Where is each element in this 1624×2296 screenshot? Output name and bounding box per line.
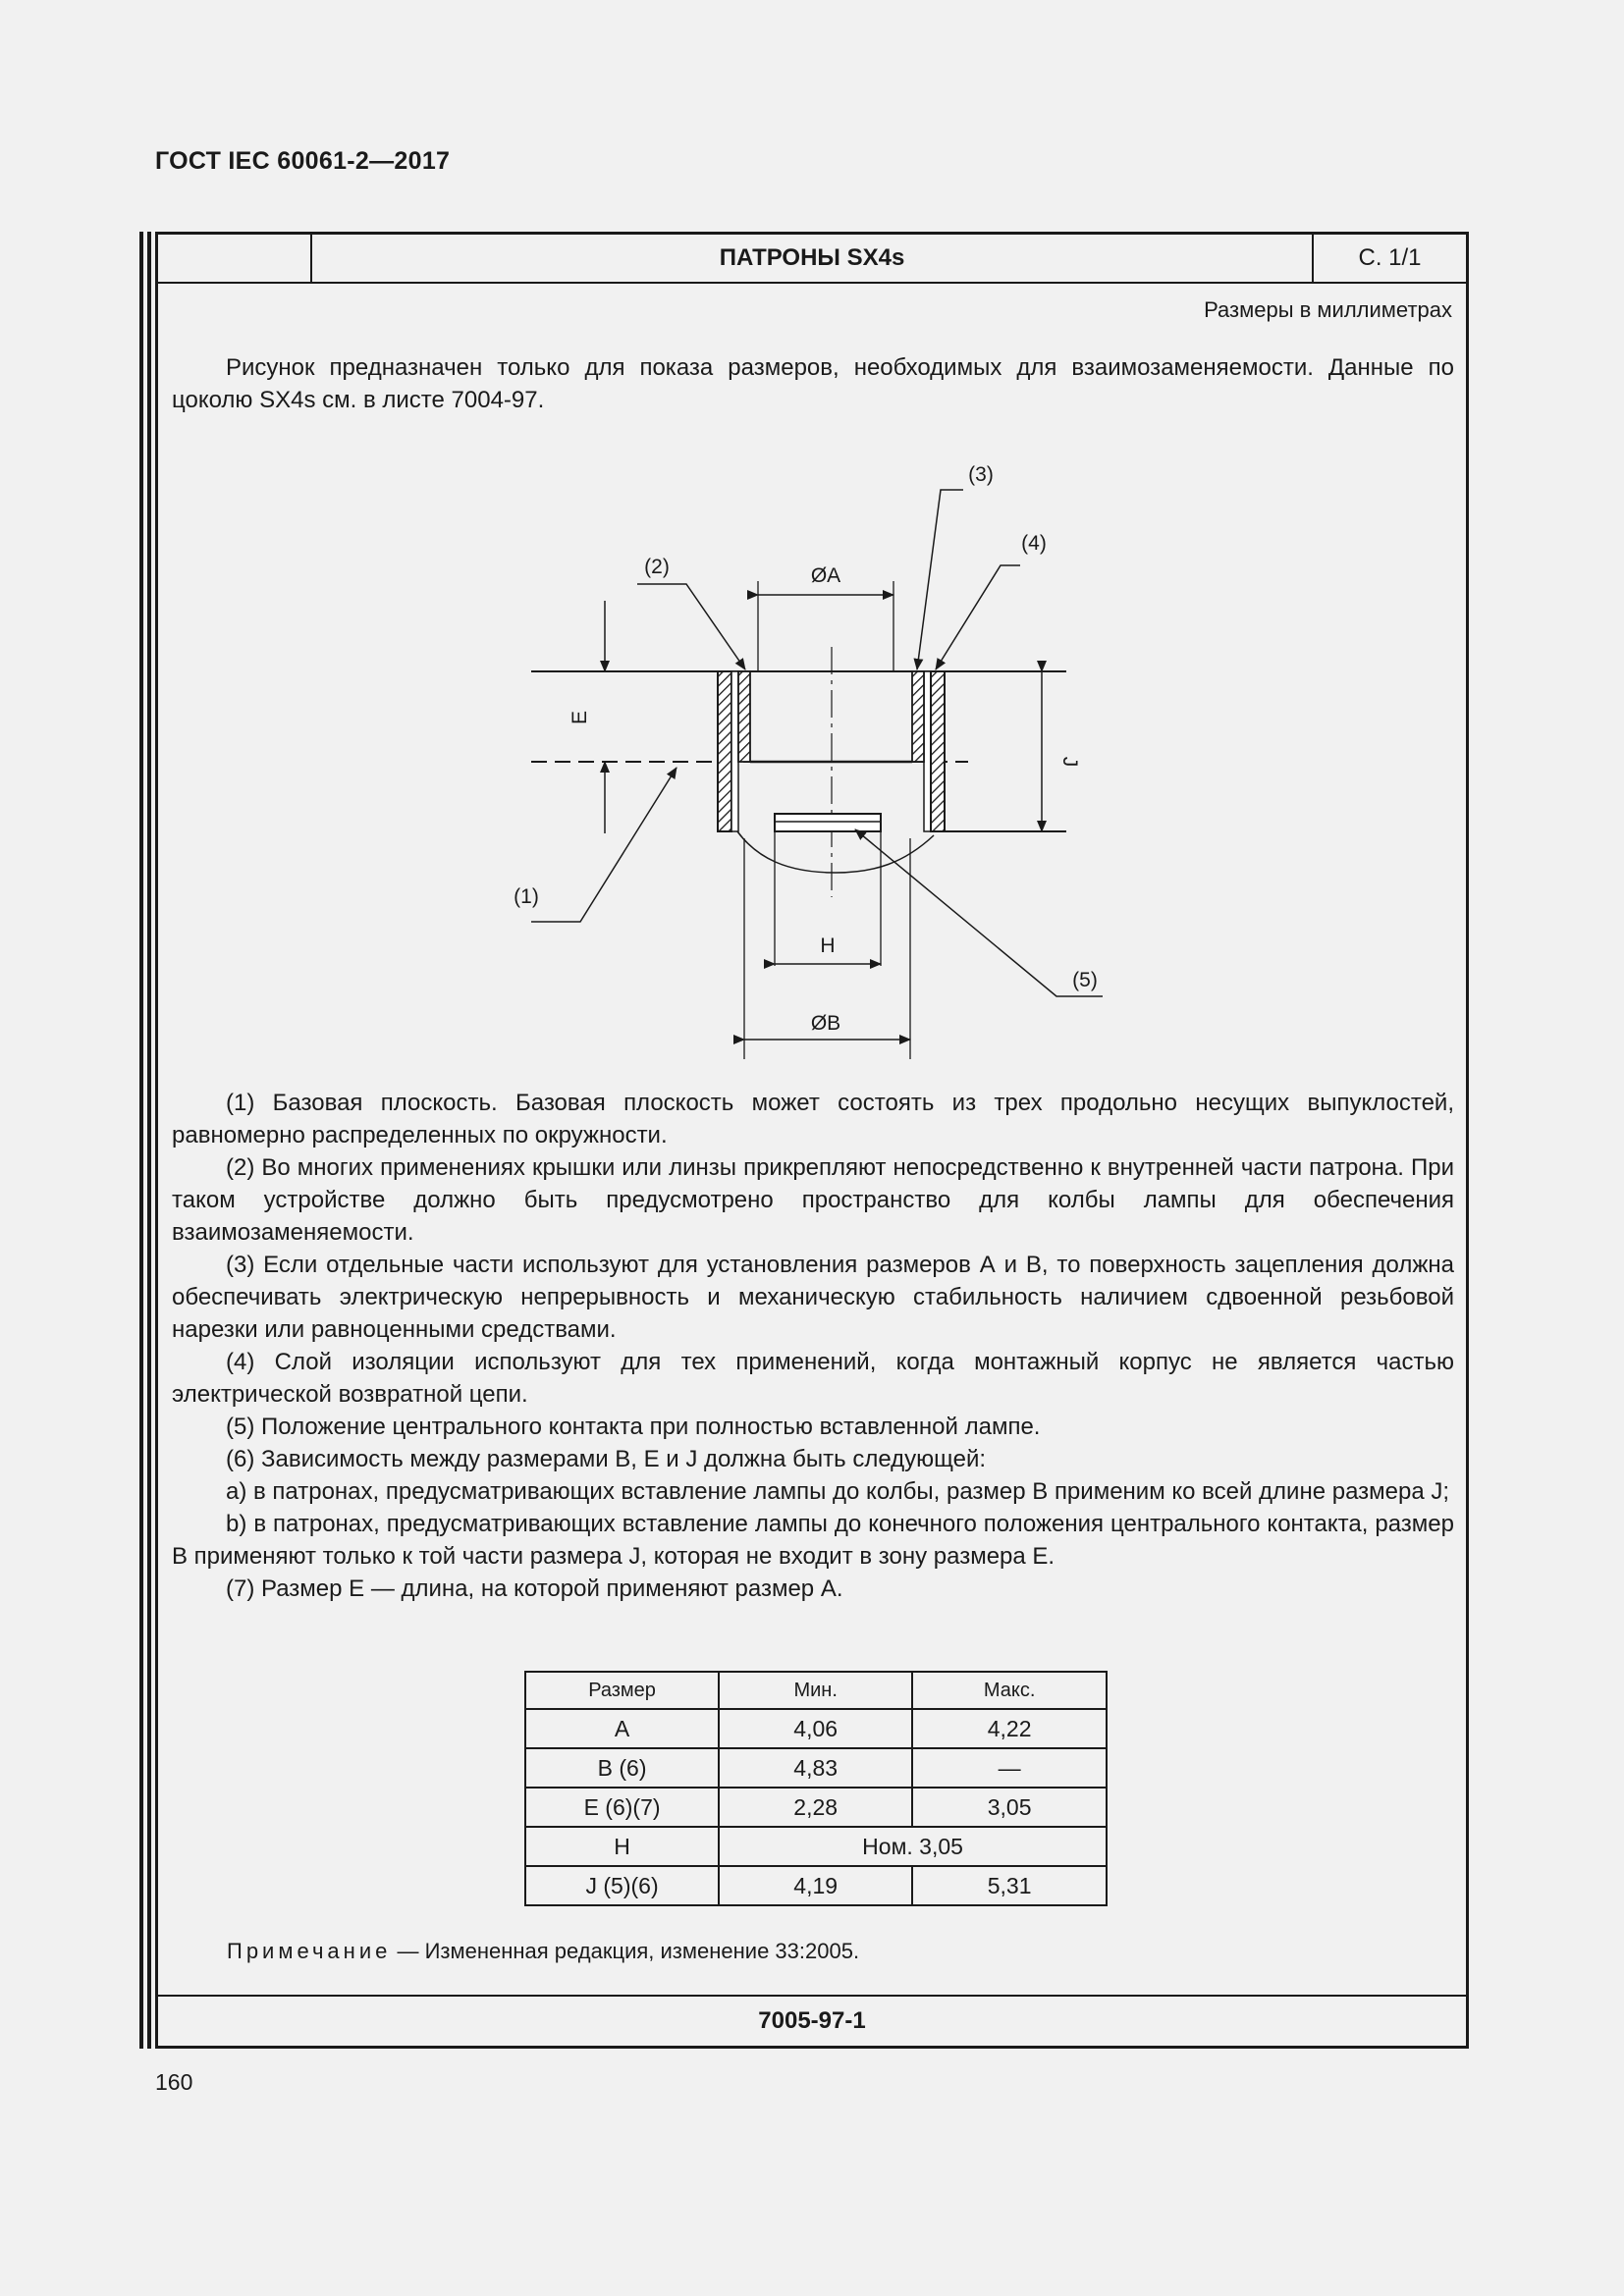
note-paragraph: (7) Размер Е — длина, на которой применяют размер А. <box>226 1575 843 1602</box>
dimensions-table <box>524 1671 1108 1906</box>
table-cell: J (5)(6) <box>525 1866 719 1905</box>
notes-list <box>172 1087 1454 1605</box>
note-paragraph: (3) Если отдельные части используют для установления размеров А и В, то поверхность зацепления должна обеспечивать электрическую непрерывность и механическую стабильность наличием сдвоенной резьбовой нарезки или равноценными средствами. <box>172 1252 1454 1343</box>
table-cell: 5,31 <box>912 1866 1107 1905</box>
table-cell: H <box>525 1827 719 1866</box>
table-cell: — <box>912 1748 1107 1788</box>
table-cell: 2,28 <box>719 1788 912 1827</box>
note-paragraph: (5) Положение центрального контакта при полностью вставленной лампе. <box>226 1414 1041 1440</box>
note-paragraph: (4) Слой изоляции используют для тех применений, когда монтажный корпус не является частью электрической возвратной цепи. <box>172 1349 1454 1408</box>
table-cell: A <box>525 1709 719 1748</box>
callout-1: (1) <box>514 885 539 908</box>
column-header: Макс. <box>912 1672 1107 1709</box>
intro-paragraph: Рисунок предназначен только для показа размеров, необходимых для взаимозаменяемости. Данные по цоколю SX4s см. в листе 7004-97. <box>172 354 1454 413</box>
table-header-row <box>525 1672 1107 1709</box>
table-cell: B (6) <box>525 1748 719 1788</box>
note-dash: — <box>397 1939 419 1963</box>
note-label: Примечание <box>227 1939 392 1963</box>
column-header: Размер <box>525 1672 719 1709</box>
note-paragraph: (1) Базовая плоскость. Базовая плоскость может состоять из трех продольно несущих выпуклостей, равномерно распределенных по окружности. <box>172 1090 1454 1148</box>
table-row <box>525 1788 1107 1827</box>
document-header: ГОСТ IEC 60061-2—2017 <box>155 147 451 175</box>
table-cell: 3,05 <box>912 1788 1107 1827</box>
sheet-number: С. 1/1 <box>1358 244 1422 271</box>
page-number: 160 <box>155 2069 193 2095</box>
callout-2: (2) <box>644 556 670 578</box>
sheet-frame <box>155 232 1469 2049</box>
table-row <box>525 1709 1107 1748</box>
note-paragraph: (2) Во многих применениях крышки или линзы прикрепляют непосредственно к внутренней части патрона. При таком устройстве должно быть предусмотрено пространство для колбы лампы для обеспечения взаимозаменяемости. <box>172 1154 1454 1246</box>
note-paragraph: b) в патронах, предусматривающих вставление лампы до конечного положения центрального контакта, размер В применяют только к той части размера J, которая не входит в зону размера Е. <box>172 1511 1454 1570</box>
note-paragraph: а) в патронах, предусматривающих вставление лампы до колбы, размер В применим ко всей длине размера J; <box>226 1478 1450 1505</box>
table-note <box>227 1939 859 1964</box>
units-label: Размеры в миллиметрах <box>1204 297 1452 322</box>
sheet-title: ПАТРОНЫ SX4s <box>312 235 1314 282</box>
lampholder-drawing <box>158 235 1464 1079</box>
callout-4: (4) <box>1021 532 1047 555</box>
table-cell: E (6)(7) <box>525 1788 719 1827</box>
table-cell: 4,19 <box>719 1866 912 1905</box>
table-cell: 4,83 <box>719 1748 912 1788</box>
table-row <box>525 1748 1107 1788</box>
column-header: Мин. <box>719 1672 912 1709</box>
frame-binding-bar <box>147 232 151 2049</box>
dim-label-e: E <box>568 710 591 725</box>
note-text: Измененная редакция, изменение 33:2005. <box>424 1939 860 1963</box>
dim-label-b: ØB <box>810 1012 841 1035</box>
callout-3: (3) <box>968 463 994 486</box>
dim-label-h: H <box>820 934 836 957</box>
table-cell: Ном. 3,05 <box>719 1827 1107 1866</box>
callout-5: (5) <box>1072 969 1098 991</box>
sheet-code: 7005-97-1 <box>158 1995 1466 2046</box>
table-cell: 4,06 <box>719 1709 912 1748</box>
dim-label-j: J <box>1058 756 1081 768</box>
note-paragraph: (6) Зависимость между размерами В, Е и J должна быть следующей: <box>226 1446 987 1472</box>
dim-label-a: ØA <box>810 564 841 587</box>
table-row <box>525 1827 1107 1866</box>
table-cell: 4,22 <box>912 1709 1107 1748</box>
table-row <box>525 1866 1107 1905</box>
frame-binding-bar <box>139 232 143 2049</box>
